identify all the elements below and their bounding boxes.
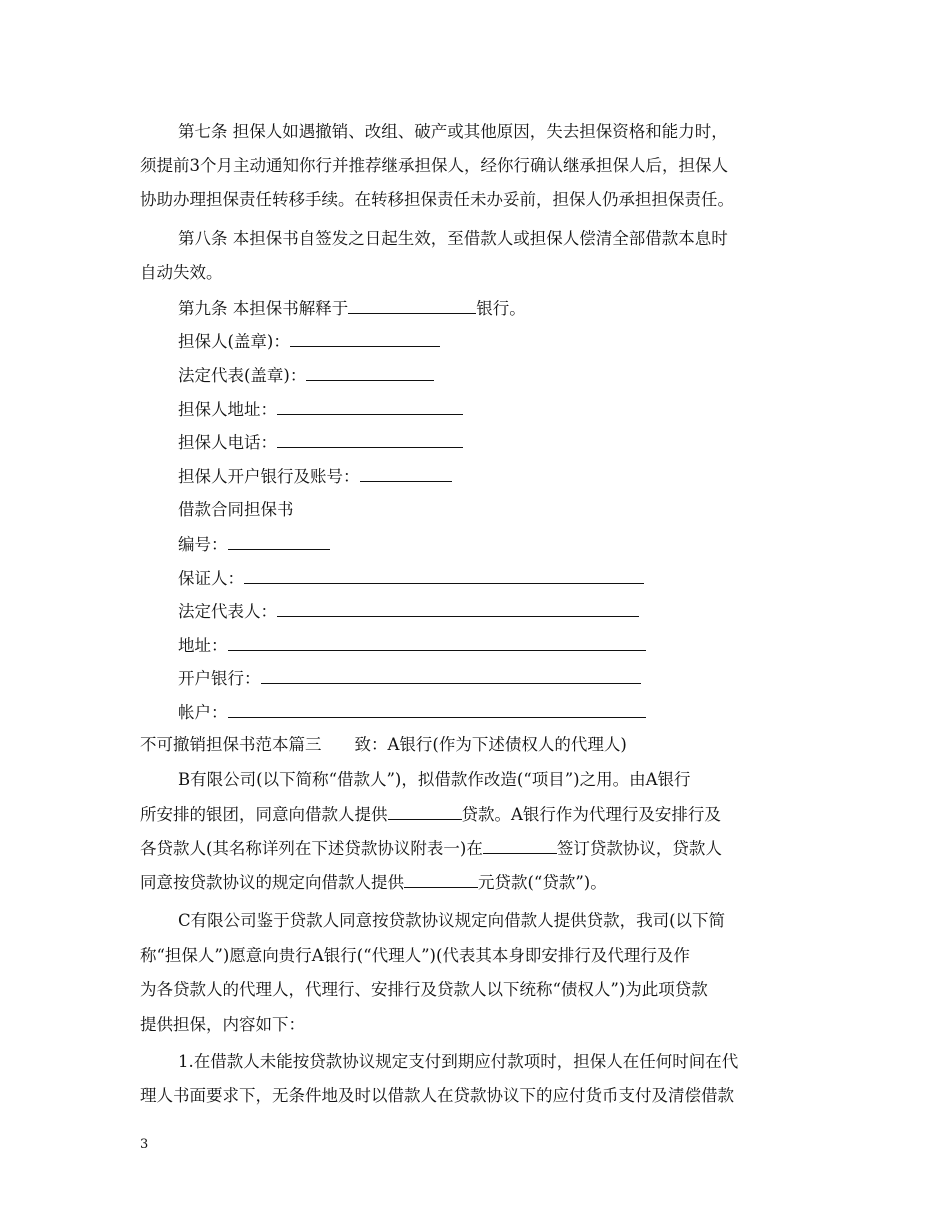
legal-rep-seal-blank[interactable] xyxy=(306,364,434,381)
loan-amount-blank[interactable] xyxy=(404,871,478,888)
guarantor-blank[interactable] xyxy=(244,567,644,584)
bank-name-blank[interactable] xyxy=(348,297,476,314)
article-9-suffix: 银行。 xyxy=(476,299,526,318)
p1-l3-text-b: 签订贷款协议，贷款人 xyxy=(556,839,722,858)
guarantor-bank-account-label: 担保人开户银行及账号： xyxy=(178,467,360,486)
legal-rep-blank[interactable] xyxy=(277,600,639,617)
address-blank[interactable] xyxy=(228,634,646,651)
bank-row xyxy=(178,667,641,690)
p1-l2-text-a: 所安排的银团，同意向借款人提供 xyxy=(140,805,388,824)
article-7-line-3: 协助办理担保责任转移手续。在转移担保责任未办妥前，担保人仍承担担保责任。 xyxy=(140,190,734,209)
p1-l2-text-b: 贷款。A银行作为代理行及安排行及 xyxy=(461,805,721,824)
guarantor-address-label: 担保人地址： xyxy=(178,400,277,419)
section-3-para-2-line-4: 提供担保，内容如下： xyxy=(140,1015,305,1034)
loan-provider-blank[interactable] xyxy=(388,803,462,820)
section-3-para-2-line-1: C有限公司鉴于贷款人同意按贷款协议规定向借款人提供贷款，我司(以下简 xyxy=(178,911,726,930)
section-3-para-3-line-1: 1.在借款人未能按贷款协议规定支付到期应付款项时，担保人在任何时间在代 xyxy=(178,1052,739,1071)
guarantor-phone-row xyxy=(178,431,463,454)
p1-l3-text-a: 各贷款人(其名称详列在下述贷款协议附表一)在 xyxy=(140,839,483,858)
section-3-para-1-line-4 xyxy=(140,871,607,894)
article-7-line-2: 须提前3个月主动通知你行并推荐继承担保人，经你行确认继承担保人后，担保人 xyxy=(140,156,728,175)
bank-blank[interactable] xyxy=(261,667,641,684)
guarantor-seal-row xyxy=(178,330,440,353)
address-label: 地址： xyxy=(178,636,228,655)
contract-number-row xyxy=(178,533,330,556)
section-3-para-1-line-1: B有限公司(以下简称“借款人”)，拟借款作改造(“项目”)之用。由A银行 xyxy=(178,770,691,789)
legal-rep-row xyxy=(178,600,639,623)
guarantor-seal-label: 担保人(盖章)： xyxy=(178,332,290,351)
guarantor-seal-blank[interactable] xyxy=(290,330,440,347)
page-number: 3 xyxy=(140,1137,149,1152)
contract-number-blank[interactable] xyxy=(228,533,330,550)
account-row xyxy=(178,701,646,724)
guarantor-address-blank[interactable] xyxy=(277,398,463,415)
account-blank[interactable] xyxy=(228,701,646,718)
legal-rep-seal-label: 法定代表(盖章)： xyxy=(178,366,307,385)
legal-rep-seal-row xyxy=(178,364,434,387)
signing-place-blank[interactable] xyxy=(483,837,557,854)
p1-l4-text-a: 同意按贷款协议的规定向借款人提供 xyxy=(140,873,404,892)
guarantor-address-row xyxy=(178,398,463,421)
loan-contract-title: 借款合同担保书 xyxy=(178,500,294,519)
bank-label: 开户银行： xyxy=(178,669,261,688)
contract-number-label: 编号： xyxy=(178,535,228,554)
article-8-line-2: 自动失效。 xyxy=(140,263,223,282)
section-3-para-2-line-3: 为各贷款人的代理人，代理行、安排行及贷款人以下统称“债权人”)为此项贷款 xyxy=(140,980,708,999)
guarantor-label: 保证人： xyxy=(178,569,244,588)
article-9-line xyxy=(178,297,526,320)
guarantor-phone-blank[interactable] xyxy=(277,431,463,448)
account-label: 帐户： xyxy=(178,703,228,722)
guarantor-row xyxy=(178,567,644,590)
guarantor-bank-account-blank[interactable] xyxy=(360,465,452,482)
article-8-line-1: 第八条 本担保书自签发之日起生效，至借款人或担保人偿清全部借款本息时 xyxy=(178,229,728,248)
article-9-prefix: 第九条 本担保书解释于 xyxy=(178,299,349,318)
section-3-heading: 不可撤销担保书范本篇三 致：A银行(作为下述债权人的代理人) xyxy=(140,735,627,754)
p1-l4-text-b: 元贷款(“贷款”)。 xyxy=(478,873,607,892)
article-7-line-1: 第七条 担保人如遇撤销、改组、破产或其他原因，失去担保资格和能力时， xyxy=(178,122,728,141)
guarantor-phone-label: 担保人电话： xyxy=(178,433,277,452)
guarantor-bank-account-row xyxy=(178,465,452,488)
legal-rep-label: 法定代表人： xyxy=(178,602,277,621)
address-row xyxy=(178,634,646,657)
section-3-para-1-line-3 xyxy=(140,837,722,860)
section-3-para-1-line-2 xyxy=(140,803,721,826)
section-3-para-3-line-2: 理人书面要求下，无条件地及时以借款人在贷款协议下的应付货币支付及清偿借款 xyxy=(140,1086,734,1105)
section-3-para-2-line-2: 称“担保人”)愿意向贵行A银行(“代理人”)(代表其本身即安排行及代理行及作 xyxy=(140,946,690,965)
